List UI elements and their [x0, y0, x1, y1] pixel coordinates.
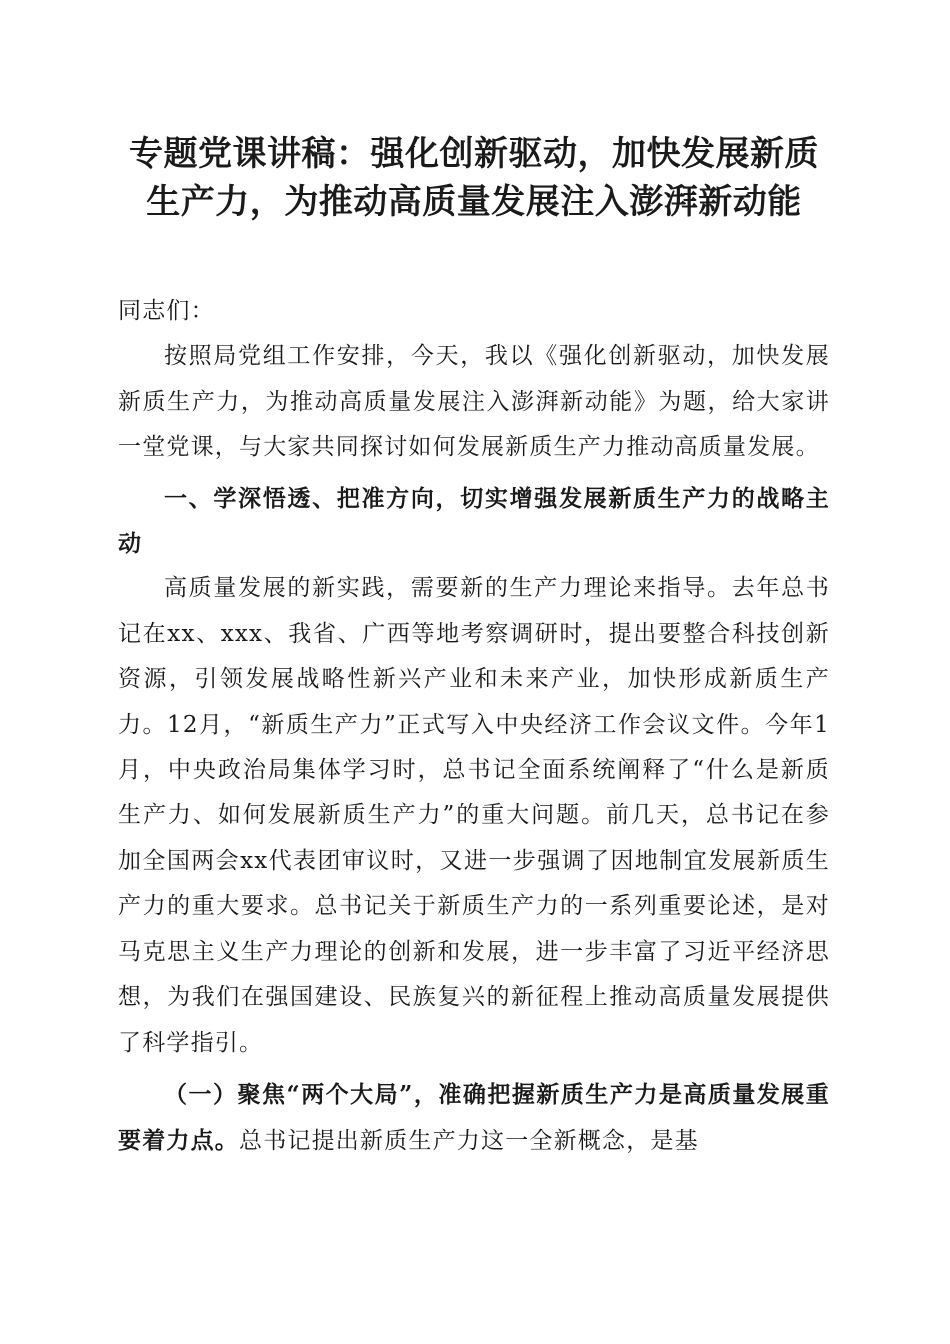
subsection-1-paragraph [118, 1072, 830, 1165]
document-page [118, 130, 830, 1165]
subsection-1-heading: （一）聚焦“两个大局”，准确把握新质生产力是高质量发展重要着力点。 [118, 1080, 830, 1155]
document-title [118, 130, 830, 226]
salutation: 同志们： [118, 298, 215, 324]
title-line-2: 生产力，为推动高质量发展注入澎湃新动能 [146, 182, 802, 222]
subsection-1-text: 总书记提出新质生产力这一全新概念，是基 [239, 1128, 699, 1155]
section-1-paragraph: 高质量发展的新实践，需要新的生产力理论来指导。去年总书记在xx、xxx、我省、广西等地考察调研时，提出要整合科技创新资源，引领发展战略性新兴产业和未来产业，加快形成新质生产力。12月，“新质生产力”正式写入中央经济工作会议文件。今年1月，中央政治局集体学习时，总书记全面系统阐释了“什么是新质生产力、如何发展新质生产力”的重大问题。前几天，总书记在参加全国两会xx代表团审议时，又进一步强调了因地制宜发展新质生产力的重大要求。总书记关于新质生产力的一系列重要论述，是对马克思主义生产力理论的创新和发展，进一步丰富了习近平经济思想，为我们在强国建设、民族复兴的新征程上推动高质量发展提供了科学指引。 [118, 575, 830, 1056]
document-body [118, 289, 830, 1165]
section-1-heading: 一、学深悟透、把准方向，切实增强发展新质生产力的战略主动 [118, 484, 830, 558]
title-line-1: 专题党课讲稿：强化创新驱动，加快发展新质 [129, 134, 819, 174]
intro-paragraph: 按照局党组工作安排，今天，我以《强化创新驱动，加快发展新质生产力，为推动高质量发展注入澎湃新动能》为题，给大家讲一堂党课，与大家共同探讨如何发展新质生产力推动高质量发展。 [118, 343, 830, 461]
